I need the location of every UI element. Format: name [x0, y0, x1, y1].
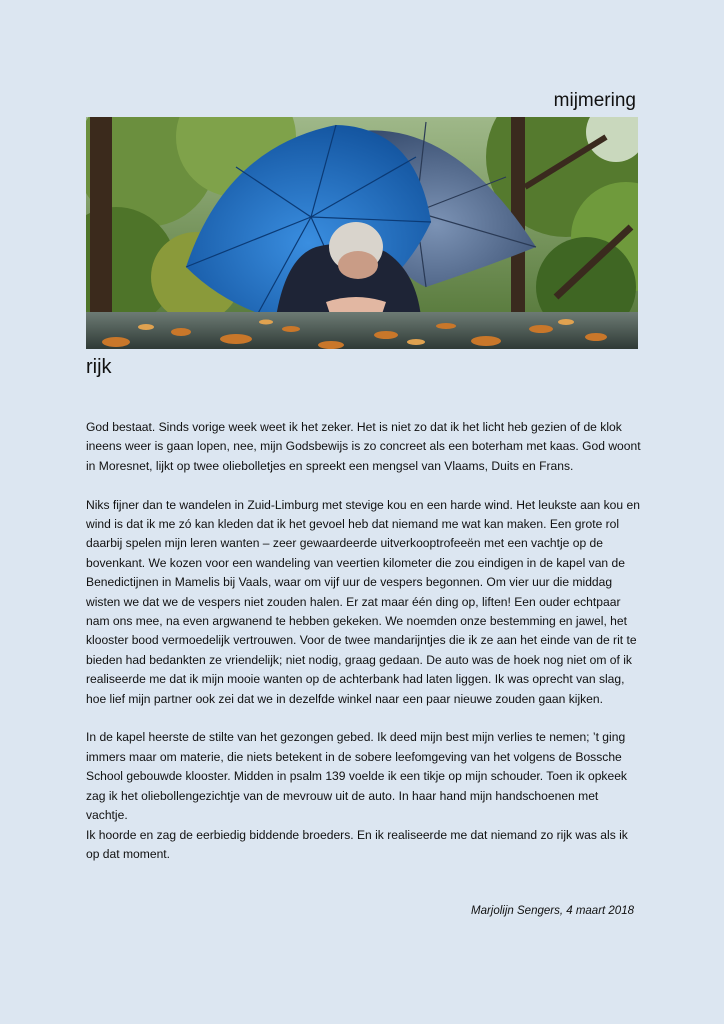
article-title: rijk	[86, 356, 112, 378]
paragraph-4: Ik hoorde en zag de eerbiedig biddende broeders. En ik realiseerde me dat niemand zo rijk was als ik op dat moment.	[86, 827, 628, 861]
author-signature: Marjolijn Sengers, 4 maart 2018	[471, 905, 634, 917]
umbrella-photo-illustration	[86, 117, 638, 349]
paragraph-1: God bestaat. Sinds vorige week weet ik het zeker. Het is niet zo dat ik het licht heb gezien of de klok ineens weer is gaan lopen, nee, mijn Godsbewijs is zo concreet als een boterham met kaas. God woont in Moresnet, lijkt op twee oliebolletjes en spreekt een mengsel van Vlaams, Duits en Frans.	[86, 420, 641, 473]
article-body	[86, 418, 642, 884]
paragraph-3: In de kapel heerste de stilte van het gezongen gebed. Ik deed mijn best mijn verlies te nemen; ’t ging immers maar om materie, die niets betekent in de sobere leefomgeving van het volgens de Bossche School gebouwde klooster. Midden in psalm 139 voelde ik een tikje op mijn schouder. Toen ik opkeek zag ik het oliebollengezichtje van de mevrouw uit de auto. In haar hand mijn handschoenen met vachtje.	[86, 730, 627, 823]
header-photo	[86, 117, 638, 349]
section-label: mijmering	[553, 90, 636, 111]
paragraph-2: Niks fijner dan te wandelen in Zuid-Limburg met stevige kou en een harde wind. Het leukste aan kou en wind is dat ik me zó kan kleden dat ik het gevoel heb dat niemand me wat kan maken. Een grote rol daarbij spelen mijn leren wanten – zeer gewaardeerde uitverkooptrofeeën met een vachtje op de bovenkant. We kozen voor een wandeling van veertien kilometer die zou eindigen in de kapel van de Benedictijnen in Mamelis bij Vaals, waar om vijf uur de vespers begonnen. Om vier uur die middag wisten we dat we de vespers niet zouden halen. Er zat maar één ding op, liften! Een ouder echtpaar nam ons mee, na even argwanend te hebben gekeken. We noemden onze bestemming en jawel, het klooster bood vermoedelijk vertrouwen. Voor de twee mandarijntjes die ik ze aan het einde van de rit te bieden had bedankten ze vriendelijk; niet nodig, graag gedaan. De auto was de hoek nog niet om of ik realiseerde me dat ik mijn mooie wanten op de achterbank had laten liggen. Ik was oprecht van slag, hoe lief mijn partner ook zei dat we in dezelfde winkel naar een paar nieuwe zouden gaan kijken.	[86, 497, 640, 706]
